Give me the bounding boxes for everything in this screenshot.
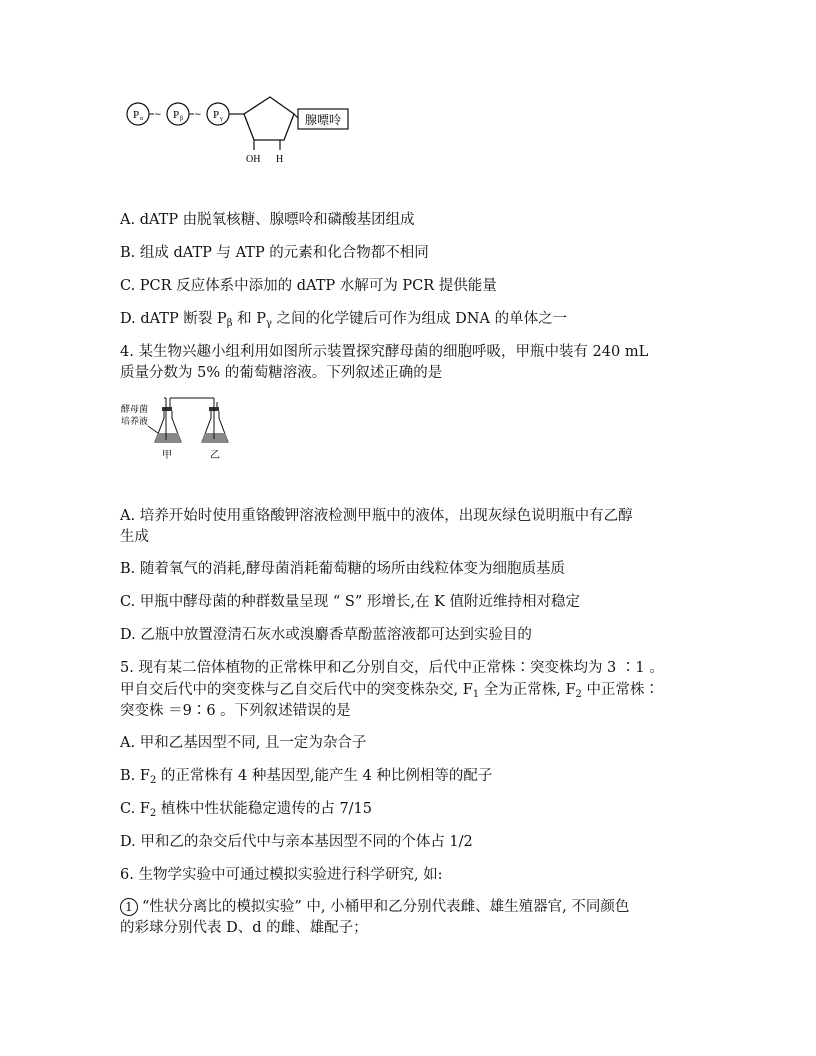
- item-number-circle: 1: [120, 898, 138, 916]
- q5-option-c: C. $F_2$ 植株中性状能稳定遗传的占 7/15: [120, 801, 373, 819]
- q6-item1-line1: 1 “性状分离比的模拟实验” 中, 小桶甲和乙分别代表雌、雄生殖器官, 不同颜色: [120, 897, 629, 917]
- deoxyribose-ring: [244, 97, 294, 140]
- adenine-label: 腺嘌呤: [305, 113, 342, 127]
- q4-option-c: C. 甲瓶中酵母菌的种群数量呈现 “ S” 形增长,在 K 值附近维持相对稳定: [120, 594, 581, 610]
- q5-option-b: B. $F_2$ 的正常株有 4 种基因型,能产生 4 种比例相等的配子: [120, 768, 493, 786]
- svg-text:~: ~: [154, 110, 162, 120]
- q6-stem: 6. 生物学实验中可通过模拟实验进行科学研究, 如:: [120, 867, 443, 883]
- q4-option-b: B. 随着氧气的消耗,酵母菌消耗葡萄糖的场所由线粒体变为细胞质基质: [120, 561, 565, 577]
- q4-stem-line1: 4. 某生物兴趣小组利用如图所示装置探究酵母菌的细胞呼吸，甲瓶中装有 240 mL: [120, 344, 649, 360]
- phosphate-beta-sub: β: [180, 116, 184, 122]
- q4-option-a-line2: 生成: [120, 529, 149, 545]
- q4-option-a-line1: A. 培养开始时使用重铬酸钾溶液检测甲瓶中的液体，出现灰绿色说明瓶中有乙醇: [120, 508, 633, 524]
- q6-item1-line2: 的彩球分别代表 D、d 的雌、雄配子；: [120, 920, 368, 936]
- q5-stem-line3: 突变株 ＝9∶6 。下列叙述错误的是: [120, 703, 351, 719]
- q4-stem-line2: 质量分数为 5% 的葡萄糖溶液。下列叙述正确的是: [120, 365, 443, 381]
- oh-label: OH: [246, 154, 261, 165]
- flask-jia-label: 甲: [162, 450, 172, 461]
- phosphate-gamma-label: P: [213, 109, 220, 121]
- phosphate-alpha-sub: α: [140, 116, 144, 122]
- datp-structure-diagram: [118, 92, 368, 172]
- q4-option-d: D. 乙瓶中放置澄清石灰水或溴麝香草酚蓝溶液都可达到实验目的: [120, 627, 532, 643]
- q5-option-a: A. 甲和乙基因型不同, 且一定为杂合子: [120, 735, 367, 751]
- q3-option-c: C. PCR 反应体系中添加的 dATP 水解可为 PCR 提供能量: [120, 278, 497, 294]
- q5-stem-line1: 5. 现有某二倍体植物的正常株甲和乙分别自交，后代中正常株∶突变株均为 3 ∶1 。: [120, 660, 664, 676]
- flask-yi-label: 乙: [210, 450, 220, 461]
- q5-stem-line2: 甲自交后代中的突变株与乙自交后代中的突变株杂交, $F_1$ 全为正常株, $F_2$ 中正常株∶: [120, 682, 660, 700]
- phosphate-gamma-sub: γ: [220, 116, 223, 122]
- phosphate-beta-label: P: [173, 109, 180, 121]
- q3-option-a: A. dATP 由脱氧核糖、腺嘌呤和磷酸基团组成: [120, 212, 415, 228]
- q3-option-b: B. 组成 dATP 与 ATP 的元素和化合物都不相同: [120, 245, 429, 261]
- yeast-label-line1: 酵母菌: [121, 405, 149, 415]
- q5-option-d: D. 甲和乙的杂交后代中与亲本基因型不同的个体占 1/2: [120, 834, 473, 850]
- phosphate-alpha-label: P: [133, 109, 140, 121]
- q3-option-d: D. dATP 断裂 $P_\beta$ 和 $P_\gamma$ 之间的化学键后可作为组成 DNA 的单体之一: [120, 311, 568, 329]
- h-label: H: [276, 154, 284, 165]
- yeast-label-line2: 培养液: [121, 417, 149, 427]
- svg-text:~: ~: [194, 110, 202, 120]
- yeast-flask-apparatus: [118, 396, 248, 466]
